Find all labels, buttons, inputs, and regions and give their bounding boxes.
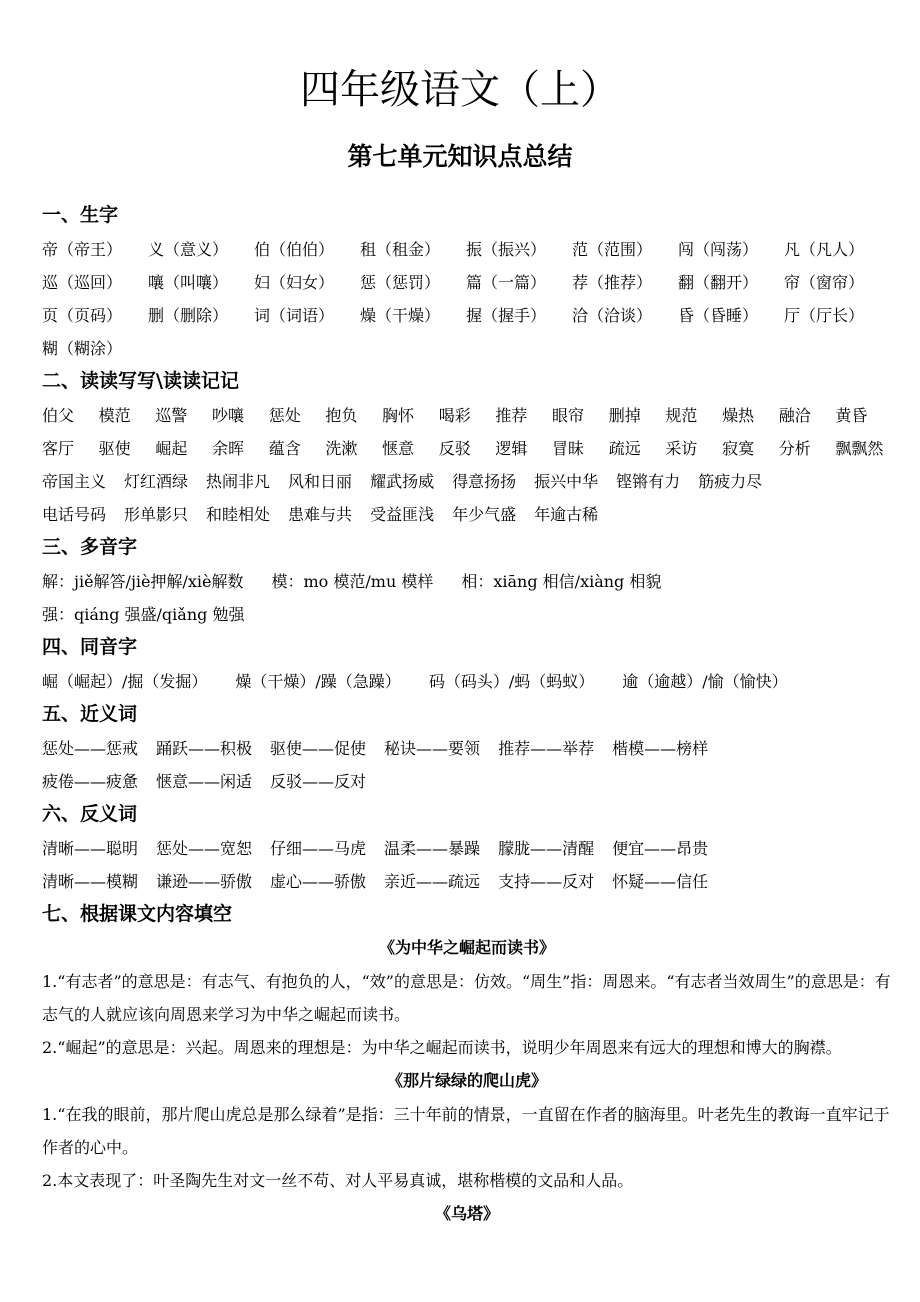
synonym-item: 疲倦——疲惫	[42, 772, 139, 791]
section-heading-polyphones: 三、多音字	[42, 536, 138, 558]
article-title: 《那片绿绿的爬山虎》	[386, 1071, 547, 1090]
word-item: 采访	[665, 439, 698, 458]
antonym-item: 仔细——马虎	[270, 839, 367, 858]
word-item: 胸怀	[382, 406, 415, 425]
char-item: 振（振兴）	[466, 240, 547, 259]
document-subtitle: 第七单元知识点总结	[347, 142, 573, 171]
word-item: 疏远	[608, 439, 641, 458]
char-item: 厅（厅长）	[784, 306, 865, 325]
char-item: 嚷（叫嚷）	[148, 273, 229, 292]
idiom-item: 铿锵有力	[616, 472, 681, 491]
idiom-item: 年少气盛	[452, 505, 517, 524]
antonym-item: 便宜——昂贵	[612, 839, 709, 858]
synonym-row	[42, 731, 892, 764]
polyphone-item: 强：qiáng 强盛/qiǎng 勉强	[42, 605, 245, 624]
char-item: 词（词语）	[254, 306, 335, 325]
synonym-item: 反驳——反对	[270, 772, 367, 791]
word-item: 惬意	[382, 439, 415, 458]
char-row	[42, 331, 892, 364]
word-item: 推荐	[495, 406, 528, 425]
idiom-item: 热闹非凡	[206, 472, 271, 491]
homophone-row	[42, 664, 892, 697]
section-heading-homophones: 四、同音字	[42, 636, 138, 658]
word-item: 洗漱	[325, 439, 358, 458]
char-item: 篇（一篇）	[466, 273, 547, 292]
antonym-item: 谦逊——骄傲	[156, 872, 253, 891]
synonym-item: 推荐——举荐	[498, 739, 595, 758]
char-item: 凡（凡人）	[784, 240, 865, 259]
section-heading-synonyms: 五、近义词	[42, 703, 138, 725]
antonym-item: 温柔——暴躁	[384, 839, 481, 858]
antonym-item: 支持——反对	[498, 872, 595, 891]
char-item: 闯（闯荡）	[678, 240, 759, 259]
word-item: 删掉	[608, 406, 641, 425]
antonym-item: 惩处——宽恕	[156, 839, 253, 858]
word-item: 崛起	[155, 439, 188, 458]
char-item: 义（意义）	[148, 240, 229, 259]
polyphone-row	[42, 564, 892, 597]
char-item: 范（范围）	[572, 240, 653, 259]
word-item: 分析	[778, 439, 811, 458]
word-row	[42, 398, 892, 431]
word-item: 蕴含	[268, 439, 301, 458]
word-item: 黄昏	[835, 406, 868, 425]
char-item: 燥（干燥）	[360, 306, 441, 325]
synonym-item: 秘诀——要领	[384, 739, 481, 758]
char-item: 洽（洽谈）	[572, 306, 653, 325]
antonym-item: 朦胧——清醒	[498, 839, 595, 858]
idiom-item: 电话号码	[42, 505, 107, 524]
synonym-row	[42, 764, 892, 797]
char-row	[42, 265, 892, 298]
idiom-item: 得意扬扬	[452, 472, 517, 491]
word-item: 冒昧	[552, 439, 585, 458]
char-item: 租（租金）	[360, 240, 441, 259]
word-item: 眼帘	[552, 406, 585, 425]
word-item: 惩处	[268, 406, 301, 425]
idiom-item: 和睦相处	[206, 505, 271, 524]
polyphone-item: 解：jiě解答/jiè押解/xiè解数	[42, 572, 244, 591]
word-item: 伯父	[42, 406, 75, 425]
synonym-item: 惩处——惩戒	[42, 739, 139, 758]
char-row	[42, 298, 892, 331]
antonym-row	[42, 831, 892, 864]
polyphone-item: 相：xiāng 相信/xiàng 相貌	[461, 572, 662, 591]
char-item: 帘（窗帘）	[784, 273, 865, 292]
word-item: 吵嚷	[212, 406, 245, 425]
word-item: 寂寞	[722, 439, 755, 458]
word-item: 巡警	[155, 406, 188, 425]
section-heading-fill-in: 七、根据课文内容填空	[42, 903, 233, 925]
idiom-item: 患难与共	[288, 505, 353, 524]
idiom-item: 受益匪浅	[370, 505, 435, 524]
antonym-item: 亲近——疏远	[384, 872, 481, 891]
word-row	[42, 431, 892, 464]
word-item: 融洽	[778, 406, 811, 425]
idiom-item: 灯红酒绿	[124, 472, 189, 491]
char-item: 糊（糊涂）	[42, 339, 123, 358]
char-item: 惩（惩罚）	[360, 273, 441, 292]
idiom-item: 形单影只	[124, 505, 189, 524]
antonym-row	[42, 864, 892, 897]
char-item: 荐（推荐）	[572, 273, 653, 292]
word-item: 喝彩	[438, 406, 471, 425]
synonym-item: 惬意——闲适	[156, 772, 253, 791]
synonym-item: 驱使——促使	[270, 739, 367, 758]
homophone-item: 逾（逾越）/愉（愉快）	[622, 672, 788, 691]
antonym-item: 虚心——骄傲	[270, 872, 367, 891]
idiom-row	[42, 497, 892, 530]
char-item: 巡（巡回）	[42, 273, 123, 292]
idiom-item: 耀武扬威	[370, 472, 435, 491]
char-item: 删（删除）	[148, 306, 229, 325]
idiom-item: 帝国主义	[42, 472, 107, 491]
idiom-item: 年逾古稀	[534, 505, 599, 524]
article-title: 《为中华之崛起而读书》	[378, 938, 555, 957]
idiom-item: 振兴中华	[534, 472, 599, 491]
article-title: 《乌塔》	[434, 1204, 499, 1223]
synonym-item: 楷模——榜样	[612, 739, 709, 758]
char-item: 翻（翻开）	[678, 273, 759, 292]
paragraph: 2.本文表现了：叶圣陶先生对文一丝不苟、对人平易真诚，堪称楷模的文品和人品。	[42, 1171, 634, 1190]
word-item: 规范	[665, 406, 698, 425]
word-item: 客厅	[42, 439, 75, 458]
char-item: 页（页码）	[42, 306, 123, 325]
synonym-item: 踊跃——积极	[156, 739, 253, 758]
idiom-item: 筋疲力尽	[698, 472, 763, 491]
section-heading-antonyms: 六、反义词	[42, 803, 138, 825]
word-item: 燥热	[722, 406, 755, 425]
homophone-item: 燥（干燥）/躁（急躁）	[235, 672, 401, 691]
homophone-item: 码（码头）/蚂（蚂蚁）	[428, 672, 595, 691]
section-heading-read-write: 二、读读写写\读读记记	[42, 370, 239, 392]
word-item: 抱负	[325, 406, 358, 425]
word-item: 模范	[98, 406, 131, 425]
char-item: 帝（帝王）	[42, 240, 123, 259]
word-item: 驱使	[98, 439, 131, 458]
char-item: 握（握手）	[466, 306, 547, 325]
antonym-item: 清晰——模糊	[42, 872, 139, 891]
word-item: 逻辑	[495, 439, 528, 458]
homophone-item: 崛（崛起）/掘（发掘）	[42, 672, 208, 691]
idiom-row	[42, 464, 892, 497]
section-heading-new-characters: 一、生字	[42, 204, 119, 226]
idiom-item: 风和日丽	[288, 472, 353, 491]
paragraph: 1.“在我的眼前，那片爬山虎总是那么绿着”是指：三十年前的情景，一直留在作者的脑海里。叶老先生的教诲一直牢记于作者的心中。	[42, 1105, 890, 1157]
polyphone-row	[42, 597, 892, 630]
paragraph: 2.“崛起”的意思是：兴起。周恩来的理想是：为中华之崛起而读书，说明少年周恩来有远大的理想和博大的胸襟。	[42, 1038, 842, 1057]
document-content	[42, 198, 892, 1231]
word-item: 飘飘然	[835, 439, 884, 458]
word-item: 余晖	[212, 439, 245, 458]
char-item: 妇（妇女）	[254, 273, 335, 292]
polyphone-item: 模：mo 模范/mu 模样	[271, 572, 434, 591]
antonym-item: 怀疑——信任	[612, 872, 709, 891]
document-title: 四年级语文（上）	[300, 67, 620, 113]
char-row	[42, 232, 892, 265]
char-item: 昏（昏睡）	[678, 306, 759, 325]
char-item: 伯（伯伯）	[254, 240, 335, 259]
word-item: 反驳	[438, 439, 471, 458]
paragraph: 1.“有志者”的意思是：有志气、有抱负的人，“效”的意思是：仿效。“周生”指：周恩来。“有志者当效周生”的意思是：有志气的人就应该向周恩来学习为中华之崛起而读书。	[42, 972, 891, 1024]
antonym-item: 清晰——聪明	[42, 839, 139, 858]
